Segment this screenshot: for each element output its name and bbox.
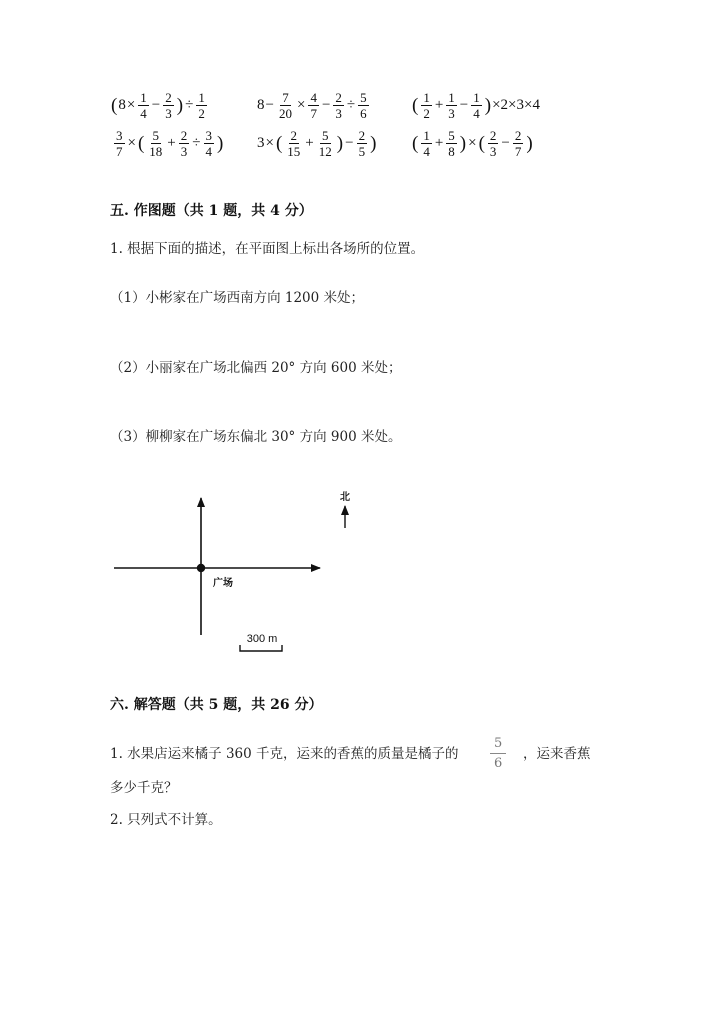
section-5-item-1: （1）小彬家在广场西南方向 1200 米处； (110, 290, 365, 306)
section-5-question-1: 1. 根据下面的描述，在平面图上标出各场所的位置。 (110, 241, 425, 257)
expression-6: ( $\frac{1}{4}$ + $\frac{5}{8}$ ) × ( $\frac{2}{3}$ − $\frac{2}{7}$ ) (412, 128, 533, 159)
expression-5: 3 × ( $\frac{2}{15}$ + $\frac{5}{12}$ ) − $\frac{2}{5}$ ) (257, 128, 377, 159)
plaza-point (197, 564, 205, 572)
section-6-question-1-tail: ，运来香蕉 (523, 746, 591, 762)
question-1-fraction: $\frac{5}{6}$ (490, 737, 506, 770)
north-label: 北 (340, 492, 350, 503)
map-diagram (100, 480, 400, 665)
section-5-item-2: （2）小丽家在广场北偏西 20° 方向 600 米处； (110, 360, 402, 376)
expression-3: ( $\frac{1}{2}$ + $\frac{1}{3}$ − $\frac{1}{4}$ ) ×2×3×4 (412, 90, 540, 121)
section-6-question-2: 2. 只列式不计算。 (110, 812, 222, 828)
section-6-question-1-line-2: 多少千克？ (110, 780, 178, 796)
section-5-item-3: （3）柳柳家在广场东偏北 30° 方向 900 米处。 (110, 429, 402, 445)
plaza-label: 广场 (213, 578, 233, 589)
expression-2: 8 − $\frac{7}{20}$ × $\frac{4}{7}$ − $\frac{2}{3}$ ÷ $\frac{5}{6}$ (257, 90, 367, 121)
scale-label: 300 m (246, 633, 278, 645)
section-5-heading: 五. 作图题（共 1 题，共 4 分） (110, 203, 313, 219)
scale-bar (240, 645, 282, 651)
section-6-heading: 六. 解答题（共 5 题，共 26 分） (110, 697, 323, 713)
section-6-question-1: 1. 水果店运来橘子 360 千克，运来的香蕉的质量是橘子的 (110, 746, 459, 762)
expression-1: ( 8 × $\frac{1}{4}$ − $\frac{2}{3}$ ) ÷ $\frac{1}{2}$ (111, 90, 205, 121)
expression-4: $\frac{3}{7}$ × ( $\frac{5}{18}$ + $\frac{2}{3}$ ÷ $\frac{3}{4}$ ) (116, 128, 224, 159)
